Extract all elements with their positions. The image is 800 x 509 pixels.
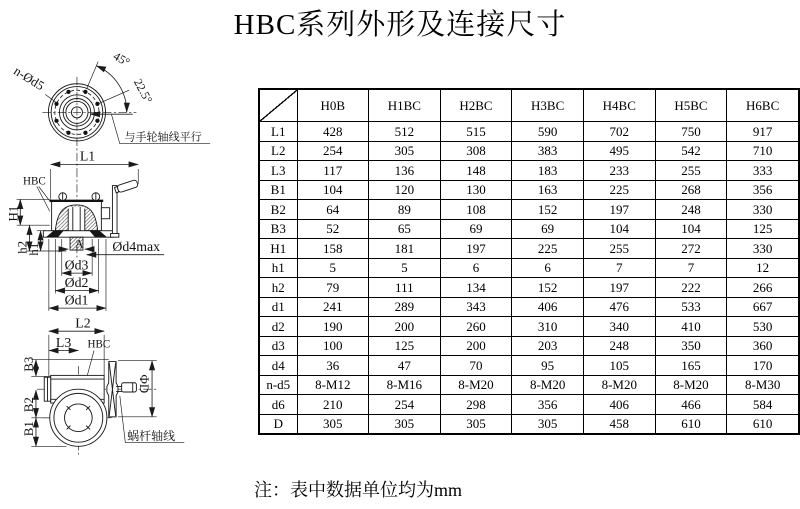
value-cell: 8-M20 — [583, 375, 655, 395]
value-cell: 289 — [369, 297, 441, 317]
table-row — [259, 317, 799, 337]
value-cell: 298 — [440, 395, 512, 415]
table-row — [259, 278, 799, 298]
units-note: 注：表中数据单位均为mm — [254, 480, 463, 500]
value-cell: 69 — [440, 219, 512, 239]
value-cell: 255 — [583, 239, 655, 259]
table-row — [259, 239, 799, 259]
dia-d-label: ΦD — [137, 374, 152, 394]
value-cell: 512 — [369, 122, 441, 142]
value-cell: 305 — [512, 414, 584, 434]
column-header: H3BC — [512, 89, 584, 122]
row-label: B2 — [259, 200, 297, 220]
row-label: n-d5 — [259, 375, 297, 395]
value-cell: 428 — [297, 122, 368, 142]
table-row — [259, 219, 799, 239]
value-cell: 584 — [727, 395, 799, 415]
row-label: D — [259, 414, 297, 434]
value-cell: 197 — [583, 200, 655, 220]
table-body — [259, 122, 799, 435]
value-cell: 120 — [369, 180, 441, 200]
value-cell: 610 — [655, 414, 727, 434]
table-row — [259, 336, 799, 356]
value-cell: 702 — [583, 122, 655, 142]
value-cell: 64 — [297, 200, 368, 220]
value-cell: 343 — [440, 297, 512, 317]
value-cell: 610 — [727, 414, 799, 434]
row-label: d4 — [259, 356, 297, 376]
l2-label: L2 — [75, 315, 91, 331]
crank-grip — [122, 383, 137, 392]
value-cell: 333 — [727, 161, 799, 181]
parallel-note — [90, 114, 210, 143]
table-row — [259, 161, 799, 181]
table-row — [259, 297, 799, 317]
value-cell: 111 — [369, 278, 441, 298]
value-cell: 158 — [297, 239, 368, 259]
value-cell: 8-M30 — [727, 375, 799, 395]
value-cell: 5 — [297, 258, 368, 278]
value-cell: 310 — [512, 317, 584, 337]
table-row — [259, 375, 799, 395]
value-cell: 79 — [297, 278, 368, 298]
value-cell: 152 — [512, 200, 584, 220]
row-label: B3 — [259, 219, 297, 239]
value-cell: 356 — [727, 180, 799, 200]
value-cell: 104 — [655, 219, 727, 239]
value-cell: 125 — [727, 219, 799, 239]
value-cell: 495 — [583, 141, 655, 161]
value-cell: 203 — [512, 336, 584, 356]
row-label: B1 — [259, 180, 297, 200]
d3-label: Ød3 — [64, 257, 89, 273]
value-cell: 308 — [440, 141, 512, 161]
value-cell: 222 — [655, 278, 727, 298]
value-cell: 197 — [440, 239, 512, 259]
value-cell: 476 — [583, 297, 655, 317]
value-cell: 356 — [512, 395, 584, 415]
value-cell: 266 — [727, 278, 799, 298]
row-label: L3 — [259, 161, 297, 181]
value-cell: 305 — [297, 414, 368, 434]
row-label: L2 — [259, 141, 297, 161]
column-header: H5BC — [655, 89, 727, 122]
value-cell: 305 — [369, 141, 441, 161]
row-label: h1 — [259, 258, 297, 278]
value-cell: 340 — [583, 317, 655, 337]
page-title: HBC系列外形及连接尺寸 — [233, 9, 567, 41]
row-label: h2 — [259, 278, 297, 298]
value-cell: 533 — [655, 297, 727, 317]
value-cell: 152 — [512, 278, 584, 298]
value-cell: 248 — [583, 336, 655, 356]
technical-drawing — [0, 40, 235, 509]
b1-label: B1 — [22, 421, 37, 437]
value-cell: 105 — [583, 356, 655, 376]
value-cell: 8-M20 — [440, 375, 512, 395]
hbc-label-top: HBC — [87, 338, 111, 351]
table-row — [259, 356, 799, 376]
column-header: H4BC — [583, 89, 655, 122]
row-label: d2 — [259, 317, 297, 337]
angle-225-label: 22.5° — [130, 76, 156, 106]
a-label: A — [75, 238, 84, 251]
column-header: H2BC — [440, 89, 512, 122]
value-cell: 8-M20 — [512, 375, 584, 395]
table-row — [259, 141, 799, 161]
value-cell: 7 — [583, 258, 655, 278]
dimension-table — [258, 88, 800, 435]
value-cell: 241 — [297, 297, 368, 317]
parallel-note-label: 与手轮轴线平行 — [124, 131, 202, 144]
bolt-spec-label: n-Ød5 — [11, 63, 47, 94]
value-cell: 183 — [512, 161, 584, 181]
table-row — [259, 395, 799, 415]
table-row — [259, 180, 799, 200]
value-cell: 65 — [369, 219, 441, 239]
value-cell: 383 — [512, 141, 584, 161]
row-label: d3 — [259, 336, 297, 356]
value-cell: 190 — [297, 317, 368, 337]
table-header — [259, 89, 799, 122]
flange-view — [11, 49, 210, 169]
value-cell: 163 — [512, 180, 584, 200]
corner-cell — [259, 89, 297, 122]
value-cell: 350 — [655, 336, 727, 356]
value-cell: 181 — [369, 239, 441, 259]
value-cell: 590 — [512, 122, 584, 142]
d1-label: Ød1 — [64, 292, 89, 308]
h1-label: h1 — [26, 242, 41, 256]
value-cell: 515 — [440, 122, 512, 142]
value-cell: 710 — [727, 141, 799, 161]
value-cell: 8-M20 — [655, 375, 727, 395]
value-cell: 69 — [512, 219, 584, 239]
value-cell: 225 — [512, 239, 584, 259]
h1cap-label: H1 — [6, 205, 21, 222]
value-cell: 466 — [655, 395, 727, 415]
value-cell: 12 — [727, 258, 799, 278]
value-cell: 360 — [727, 336, 799, 356]
value-cell: 134 — [440, 278, 512, 298]
value-cell: 104 — [583, 219, 655, 239]
value-cell: 268 — [655, 180, 727, 200]
value-cell: 210 — [297, 395, 368, 415]
value-cell: 254 — [297, 141, 368, 161]
value-cell: 917 — [727, 122, 799, 142]
column-header: H6BC — [727, 89, 799, 122]
cover-bolts — [59, 193, 100, 201]
value-cell: 197 — [583, 278, 655, 298]
l1-label: L1 — [79, 148, 96, 164]
value-cell: 248 — [655, 200, 727, 220]
b2-label: B2 — [22, 397, 37, 413]
row-label: d1 — [259, 297, 297, 317]
value-cell: 410 — [655, 317, 727, 337]
value-cell: 52 — [297, 219, 368, 239]
value-cell: 95 — [512, 356, 584, 376]
value-cell: 8-M16 — [369, 375, 441, 395]
value-cell: 6 — [440, 258, 512, 278]
value-cell: 225 — [583, 180, 655, 200]
handwheel-edge — [107, 362, 136, 417]
column-header: H1BC — [369, 89, 441, 122]
value-cell: 406 — [583, 395, 655, 415]
value-cell: 7 — [655, 258, 727, 278]
value-cell: 254 — [369, 395, 441, 415]
value-cell: 47 — [369, 356, 441, 376]
value-cell: 458 — [583, 414, 655, 434]
value-cell: 255 — [655, 161, 727, 181]
value-cell: 330 — [727, 200, 799, 220]
l3-label: L3 — [55, 334, 72, 350]
value-cell: 750 — [655, 122, 727, 142]
table-row — [259, 258, 799, 278]
value-cell: 200 — [369, 317, 441, 337]
value-cell: 100 — [297, 336, 368, 356]
angle-45-label: 45° — [110, 48, 133, 70]
front-view — [7, 149, 165, 311]
h2-label: h2 — [15, 240, 30, 254]
row-label: H1 — [259, 239, 297, 259]
table-row — [259, 414, 799, 434]
value-cell: 170 — [727, 356, 799, 376]
value-cell: 305 — [369, 414, 441, 434]
value-cell: 542 — [655, 141, 727, 161]
row-label: L1 — [259, 122, 297, 142]
worm-axis-label: 蜗杆轴线 — [127, 428, 176, 443]
d4max-label: Ød4max — [112, 239, 161, 255]
table-row — [259, 122, 799, 142]
value-cell: 406 — [512, 297, 584, 317]
value-cell: 272 — [655, 239, 727, 259]
value-cell: 130 — [440, 180, 512, 200]
value-cell: 200 — [440, 336, 512, 356]
d2-label: Ød2 — [64, 274, 89, 290]
value-cell: 5 — [369, 258, 441, 278]
column-header: H0B — [297, 89, 368, 122]
hbc-label-front: HBC — [23, 175, 46, 188]
value-cell: 260 — [440, 317, 512, 337]
value-cell: 117 — [297, 161, 368, 181]
gearbox-circle — [50, 389, 107, 446]
value-cell: 530 — [727, 317, 799, 337]
value-cell: 165 — [655, 356, 727, 376]
crank-handle-front — [101, 179, 138, 237]
value-cell: 148 — [440, 161, 512, 181]
value-cell: 125 — [369, 336, 441, 356]
value-cell: 667 — [727, 297, 799, 317]
value-cell: 330 — [727, 239, 799, 259]
value-cell: 89 — [369, 200, 441, 220]
value-cell: 108 — [440, 200, 512, 220]
value-cell: 6 — [512, 258, 584, 278]
value-cell: 305 — [440, 414, 512, 434]
value-cell: 70 — [440, 356, 512, 376]
value-cell: 36 — [297, 356, 368, 376]
top-view — [22, 315, 184, 454]
value-cell: 233 — [583, 161, 655, 181]
value-cell: 136 — [369, 161, 441, 181]
value-cell: 104 — [297, 180, 368, 200]
table-row — [259, 200, 799, 220]
angle-dim-arc — [96, 66, 126, 113]
value-cell: 8-M12 — [297, 375, 368, 395]
b3-label: B3 — [22, 356, 37, 372]
row-label: d6 — [259, 395, 297, 415]
